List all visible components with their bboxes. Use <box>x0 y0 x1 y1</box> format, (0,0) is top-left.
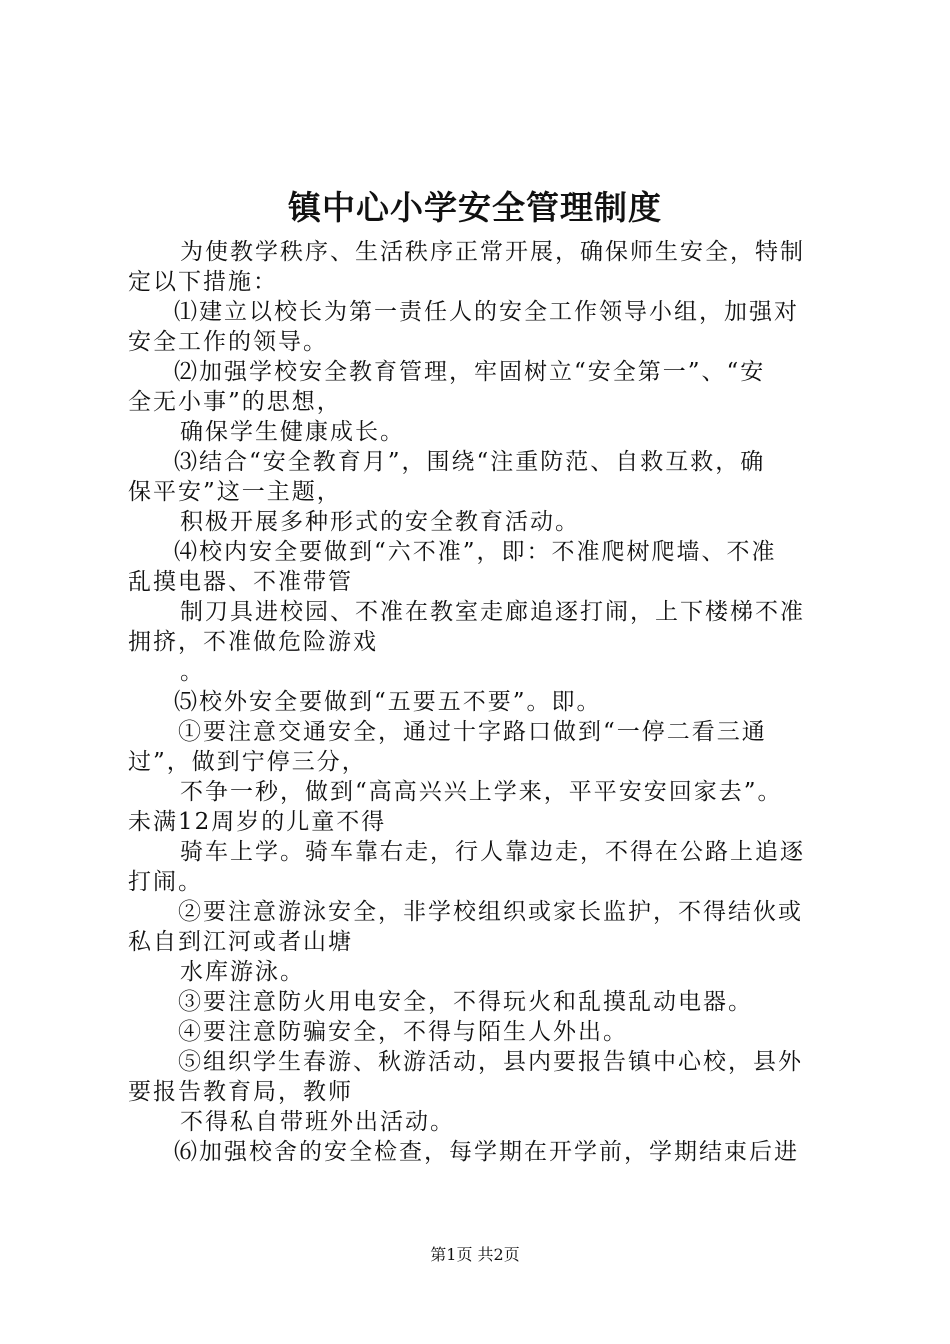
paragraph-line: 制刀具进校园、不准在教室走廊追逐打闹，上下楼梯不准 <box>180 599 805 625</box>
paragraph-line: ⑴建立以校长为第一责任人的安全工作领导小组，加强对 <box>174 299 799 325</box>
paragraph-line: ⑸校外安全要做到“五要五不要”。即。 <box>174 689 602 715</box>
paragraph-line: 安全工作的领导。 <box>128 329 328 355</box>
paragraph-line: ⑶结合“安全教育月”，围绕“注重防范、自救互救，确 <box>174 449 766 475</box>
paragraph-line: 确保学生健康成长。 <box>180 419 405 445</box>
paragraph-line: 水库游泳。 <box>180 959 305 985</box>
paragraph-line: ⑷校内安全要做到“六不准”，即：不准爬树爬墙、不准 <box>174 539 777 565</box>
page-number-footer: 第1页 共2页 <box>430 1245 520 1264</box>
paragraph-line: ④要注意防骗安全，不得与陌生人外出。 <box>178 1019 628 1045</box>
paragraph-line: ②要注意游泳安全，非学校组织或家长监护，不得结伙或 <box>178 899 803 925</box>
paragraph-line: 积极开展多种形式的安全教育活动。 <box>180 509 580 535</box>
paragraph-line: 全无小事”的思想， <box>128 389 342 415</box>
paragraph-line: 骑车上学。骑车靠右走，行人靠边走，不得在公路上追逐 <box>180 839 805 865</box>
paragraph-line: ⑵加强学校安全教育管理，牢固树立“安全第一”、“安 <box>174 359 766 385</box>
document-title: 镇中心小学安全管理制度 <box>288 188 662 227</box>
paragraph-line: 打闹。 <box>128 869 203 895</box>
paragraph-line: 乱摸电器、不准带管 <box>128 569 353 595</box>
paragraph-line: 过”，做到宁停三分， <box>128 749 367 775</box>
paragraph-line: 。 <box>180 659 205 685</box>
paragraph-line: 保平安”这一主题， <box>128 479 342 505</box>
paragraph-line: 不得私自带班外出活动。 <box>180 1109 455 1135</box>
paragraph-line: ⑤组织学生春游、秋游活动，县内要报告镇中心校，县外 <box>178 1049 803 1075</box>
paragraph-line: ③要注意防火用电安全，不得玩火和乱摸乱动电器。 <box>178 989 753 1015</box>
paragraph-line: 拥挤，不准做危险游戏 <box>128 629 378 655</box>
paragraph-line: 不争一秒，做到“高高兴兴上学来，平平安安回家去”。 <box>180 779 783 805</box>
document-body <box>128 237 838 1167</box>
paragraph-line: ①要注意交通安全，通过十字路口做到“一停二看三通 <box>178 719 767 745</box>
paragraph-line: ⑹加强校舍的安全检查，每学期在开学前，学期结束后进 <box>174 1139 799 1165</box>
paragraph-line: 未满12周岁的儿童不得 <box>128 809 387 835</box>
paragraph-line: 为使教学秩序、生活秩序正常开展，确保师生安全，特制 <box>180 239 805 265</box>
paragraph-line: 要报告教育局，教师 <box>128 1079 353 1105</box>
paragraph-line: 私自到江河或者山塘 <box>128 929 353 955</box>
paragraph-line: 定以下措施： <box>128 269 278 295</box>
